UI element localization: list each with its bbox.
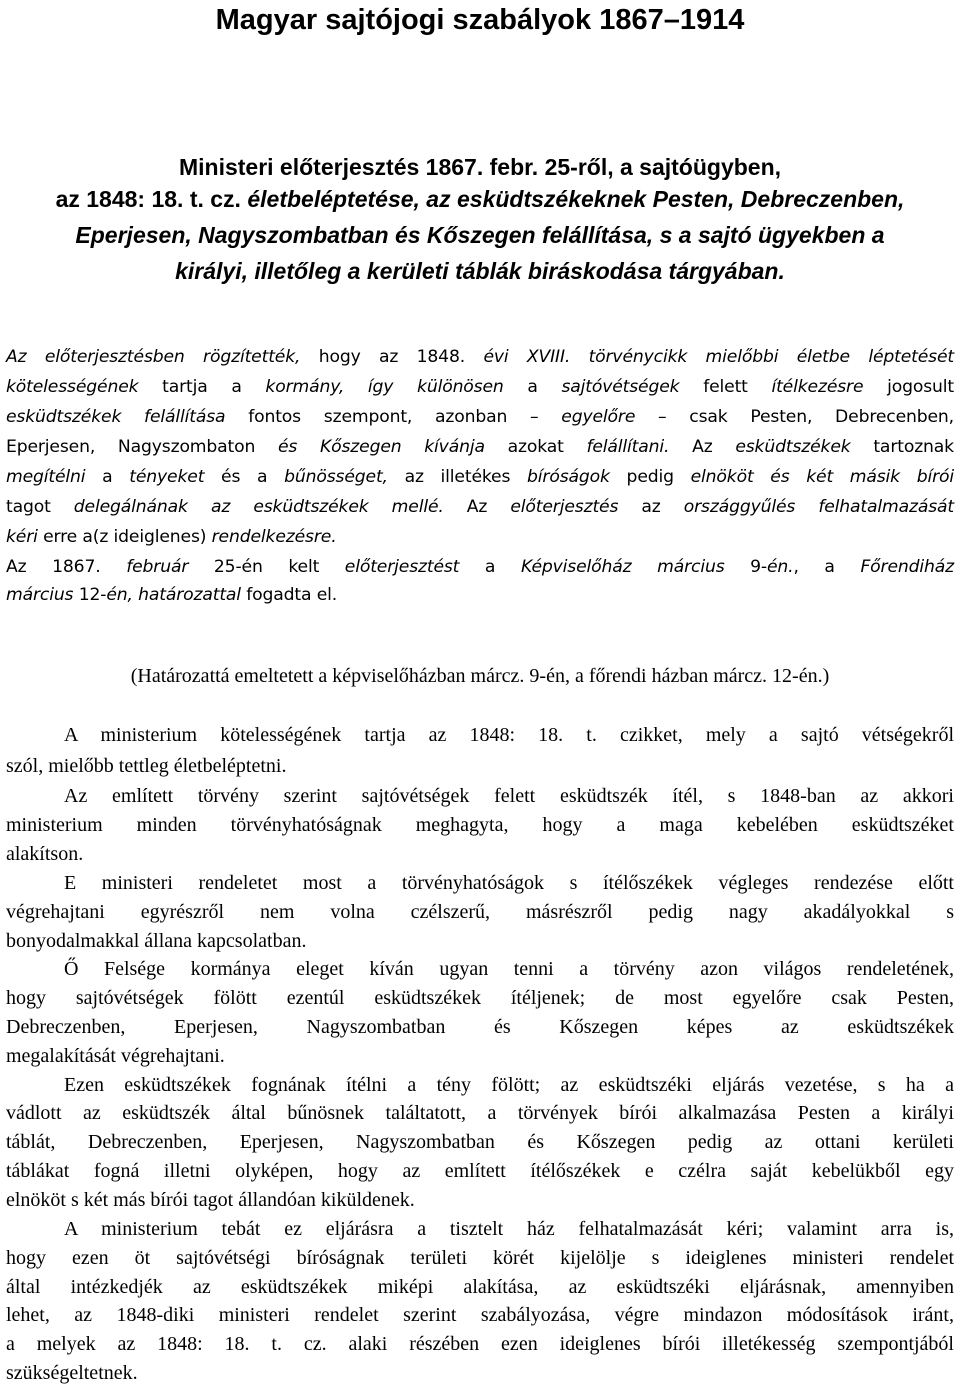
summary-text: – csak Pesten, Debrecenben, [635,407,954,427]
summary-text: 12- [73,585,107,605]
summary-text: tényeket [129,467,205,487]
summary-line-5 [6,464,954,490]
paragraph-4-line-1: Ő Felsége kormánya eleget kíván ugyan tenni a törvény azon világos rendeletének, [64,958,954,980]
paragraph-6-line-2: hogy ezen öt sajtóvétségi bíróságnak területi körét kijelölje s ideiglenes ministeri rendelet [6,1247,954,1269]
summary-text: országgyűlés felhatalmazását [683,497,954,517]
summary-text: és a [204,467,285,487]
summary-text: Főrendiház [860,557,955,577]
summary-text: felett [679,377,772,397]
paragraph-4-line-2: hogy sajtóvétségek fölött ezentúl esküdtszékek ítéljenek; de most egyelőre csak Pesten, [6,987,954,1009]
subtitle-line-3: Eperjesen, Nagyszombatban és Kőszegen felállítása, s a sajtó ügyekben a [75,222,885,248]
summary-text: én. [766,557,794,577]
summary-line-9 [6,582,954,608]
paragraph-6-line-6: szükségeltetnek. [6,1362,138,1384]
paragraph-4-line-3: Debreczenben, Eperjesen, Nagyszombatban és Kőszegen képes az esküdtszékek [6,1016,954,1038]
summary-line-3 [6,404,954,430]
summary-text: ítélkezésre [771,377,864,397]
paragraph-2-line-3: alakítson. [6,843,84,865]
paragraph-5-line-4: táblákat fogná illetni olyképen, hogy az említett ítélőszékek e czélra saját kebelükből egy [6,1160,954,1182]
summary-text: azokat [484,437,587,457]
resolution-note: (Határozattá emeltetett a képviselőházban márcz. 9-én, a főrendi házban márcz. 12-én.) [130,665,830,687]
paragraph-1-line-1: A ministerium kötelességének tartja az 1848: 18. t. czikket, mely a sajtó vétségekről [64,724,954,746]
paragraph-3-line-1: E ministeri rendeletet most a törvényhatóságok s ítélőszékek végleges rendezése előtt [64,872,954,894]
summary-line-7 [6,524,954,550]
summary-text: sajtóvétségek [561,377,680,397]
summary-text: Az [669,437,736,457]
subtitle-line-2-italic: életbeléptetése, az esküdtszékeknek Pesten, Debreczenben, [240,186,905,212]
summary-text: február [126,557,189,577]
summary-text: elnököt és két másik bírói [690,467,955,487]
subtitle-line-2 [0,183,960,215]
summary-text: Az előterjesztésben rögzítették, [6,347,301,367]
summary-line-8 [6,554,954,580]
summary-text: felállítani. [586,437,670,457]
summary-text: 9- [724,557,767,577]
summary-text: tagot [6,497,74,517]
summary-text: pedig [609,467,691,487]
summary-text: esküdtszékek felállítása [6,407,226,427]
paragraph-3-line-2: végrehajtani egyrészről nem volna czélszerű, másrészről pedig nagy akadályokkal s [6,901,954,923]
summary-text: esküdtszékek [735,437,851,457]
summary-text: rendelkezésre. [211,527,337,547]
subtitle-line-4: királyi, illetőleg a kerületi táblák biráskodása tárgyában. [175,258,785,284]
summary-text: fogadta el. [240,585,338,605]
summary-line-1 [6,344,954,370]
summary-text: az illetékes [387,467,528,487]
summary-text: Képviselőház március [520,557,725,577]
paragraph-5-line-5: elnököt s két más bírói tagot állandóan kiküldenek. [6,1189,415,1211]
summary-line-4 [6,434,954,460]
summary-text: évi XVIII. törvénycikk mielőbbi életbe léptetését [483,347,954,367]
paragraph-2-line-2: ministerium minden törvényhatóságnak meghagyta, hogy a maga kebelében esküdtszéket [6,814,954,836]
summary-text: a [503,377,562,397]
summary-text: megítélni [6,467,86,487]
summary-line-2 [6,374,954,400]
summary-text: bíróságok [527,467,610,487]
summary-text: előterjesztést [344,557,460,577]
summary-text: , a [793,557,861,577]
summary-text: bűnösséget, [284,467,388,487]
subtitle-line-2-plain: az 1848: 18. t. cz. [55,186,241,212]
paragraph-3-line-3: bonyodalmakkal állana kapcsolatban. [6,930,307,952]
summary-text: hogy az 1848. [300,347,484,367]
summary-text: a [459,557,521,577]
page-title: Magyar sajtójogi szabályok 1867–1914 [215,4,745,36]
summary-text: erre a(z ideiglenes) [37,527,212,547]
summary-text: 25-én kelt [188,557,345,577]
summary-text: előterjesztés [510,497,619,517]
summary-text: kéri [6,527,38,547]
paragraph-5-line-1: Ezen esküdtszékek fognának ítélni a tény fölött; az esküdtszéki eljárás vezetése, s ha a [64,1074,954,1096]
paragraph-1-line-2: szól, mielőbb tettleg életbeléptetni. [6,755,287,777]
summary-text: Eperjesen, Nagyszombaton [6,437,278,457]
summary-text: fontos szempont, azonban – [225,407,562,427]
paragraph-6-line-5: a melyek az 1848: 18. t. cz. alaki részében ezen ideiglenes bírói illetékesség szempontjából [6,1333,954,1355]
summary-text: delegálnának az esküdtszékek mellé. [73,497,444,517]
paragraph-2-line-1: Az említett törvény szerint sajtóvétségek felett esküdtszék ítél, s 1848-ban az akkori [64,785,954,807]
summary-text: jogosult [863,377,954,397]
summary-text: kötelességének [6,377,139,397]
paragraph-6-line-4: lehet, az 1848-diki ministeri rendelet szerint szabályozása, végre mindazon módosítások iránt, [6,1304,954,1326]
summary-text: tartoznak [850,437,954,457]
summary-text: Az [443,497,511,517]
summary-text: és Kőszegen kívánja [278,437,485,457]
subtitle-line-1: Ministeri előterjesztés 1867. febr. 25-ről, a sajtóügyben, [178,154,782,180]
paragraph-5-line-3: táblát, Debreczenben, Eperjesen, Nagyszombatban és Kőszegen pedig az ottani kerületi [6,1131,954,1153]
summary-text: én, határozattal [106,585,241,605]
summary-text: az [618,497,684,517]
paragraph-6-line-1: A ministerium tebát ez eljárásra a tisztelt ház felhatalmazását kéri; valamint arra is, [64,1218,954,1240]
summary-text: tartja a [138,377,266,397]
summary-text: kormány, így különösen [265,377,504,397]
summary-text: Az 1867. [6,557,127,577]
paragraph-5-line-2: vádlott az esküdtszék által bűnösnek találtatott, a törvények bírói alkalmazása Pesten a királyi [6,1102,954,1124]
summary-text: március [6,585,74,605]
summary-line-6 [6,494,954,520]
paragraph-4-line-4: megalakítását végrehajtani. [6,1045,225,1067]
summary-text: a [85,467,130,487]
paragraph-6-line-3: által intézkedjék az esküdtszékek miképi alakítása, az esküdtszéki eljárásnak, amennyiben [6,1276,954,1298]
summary-text: egyelőre [561,407,636,427]
